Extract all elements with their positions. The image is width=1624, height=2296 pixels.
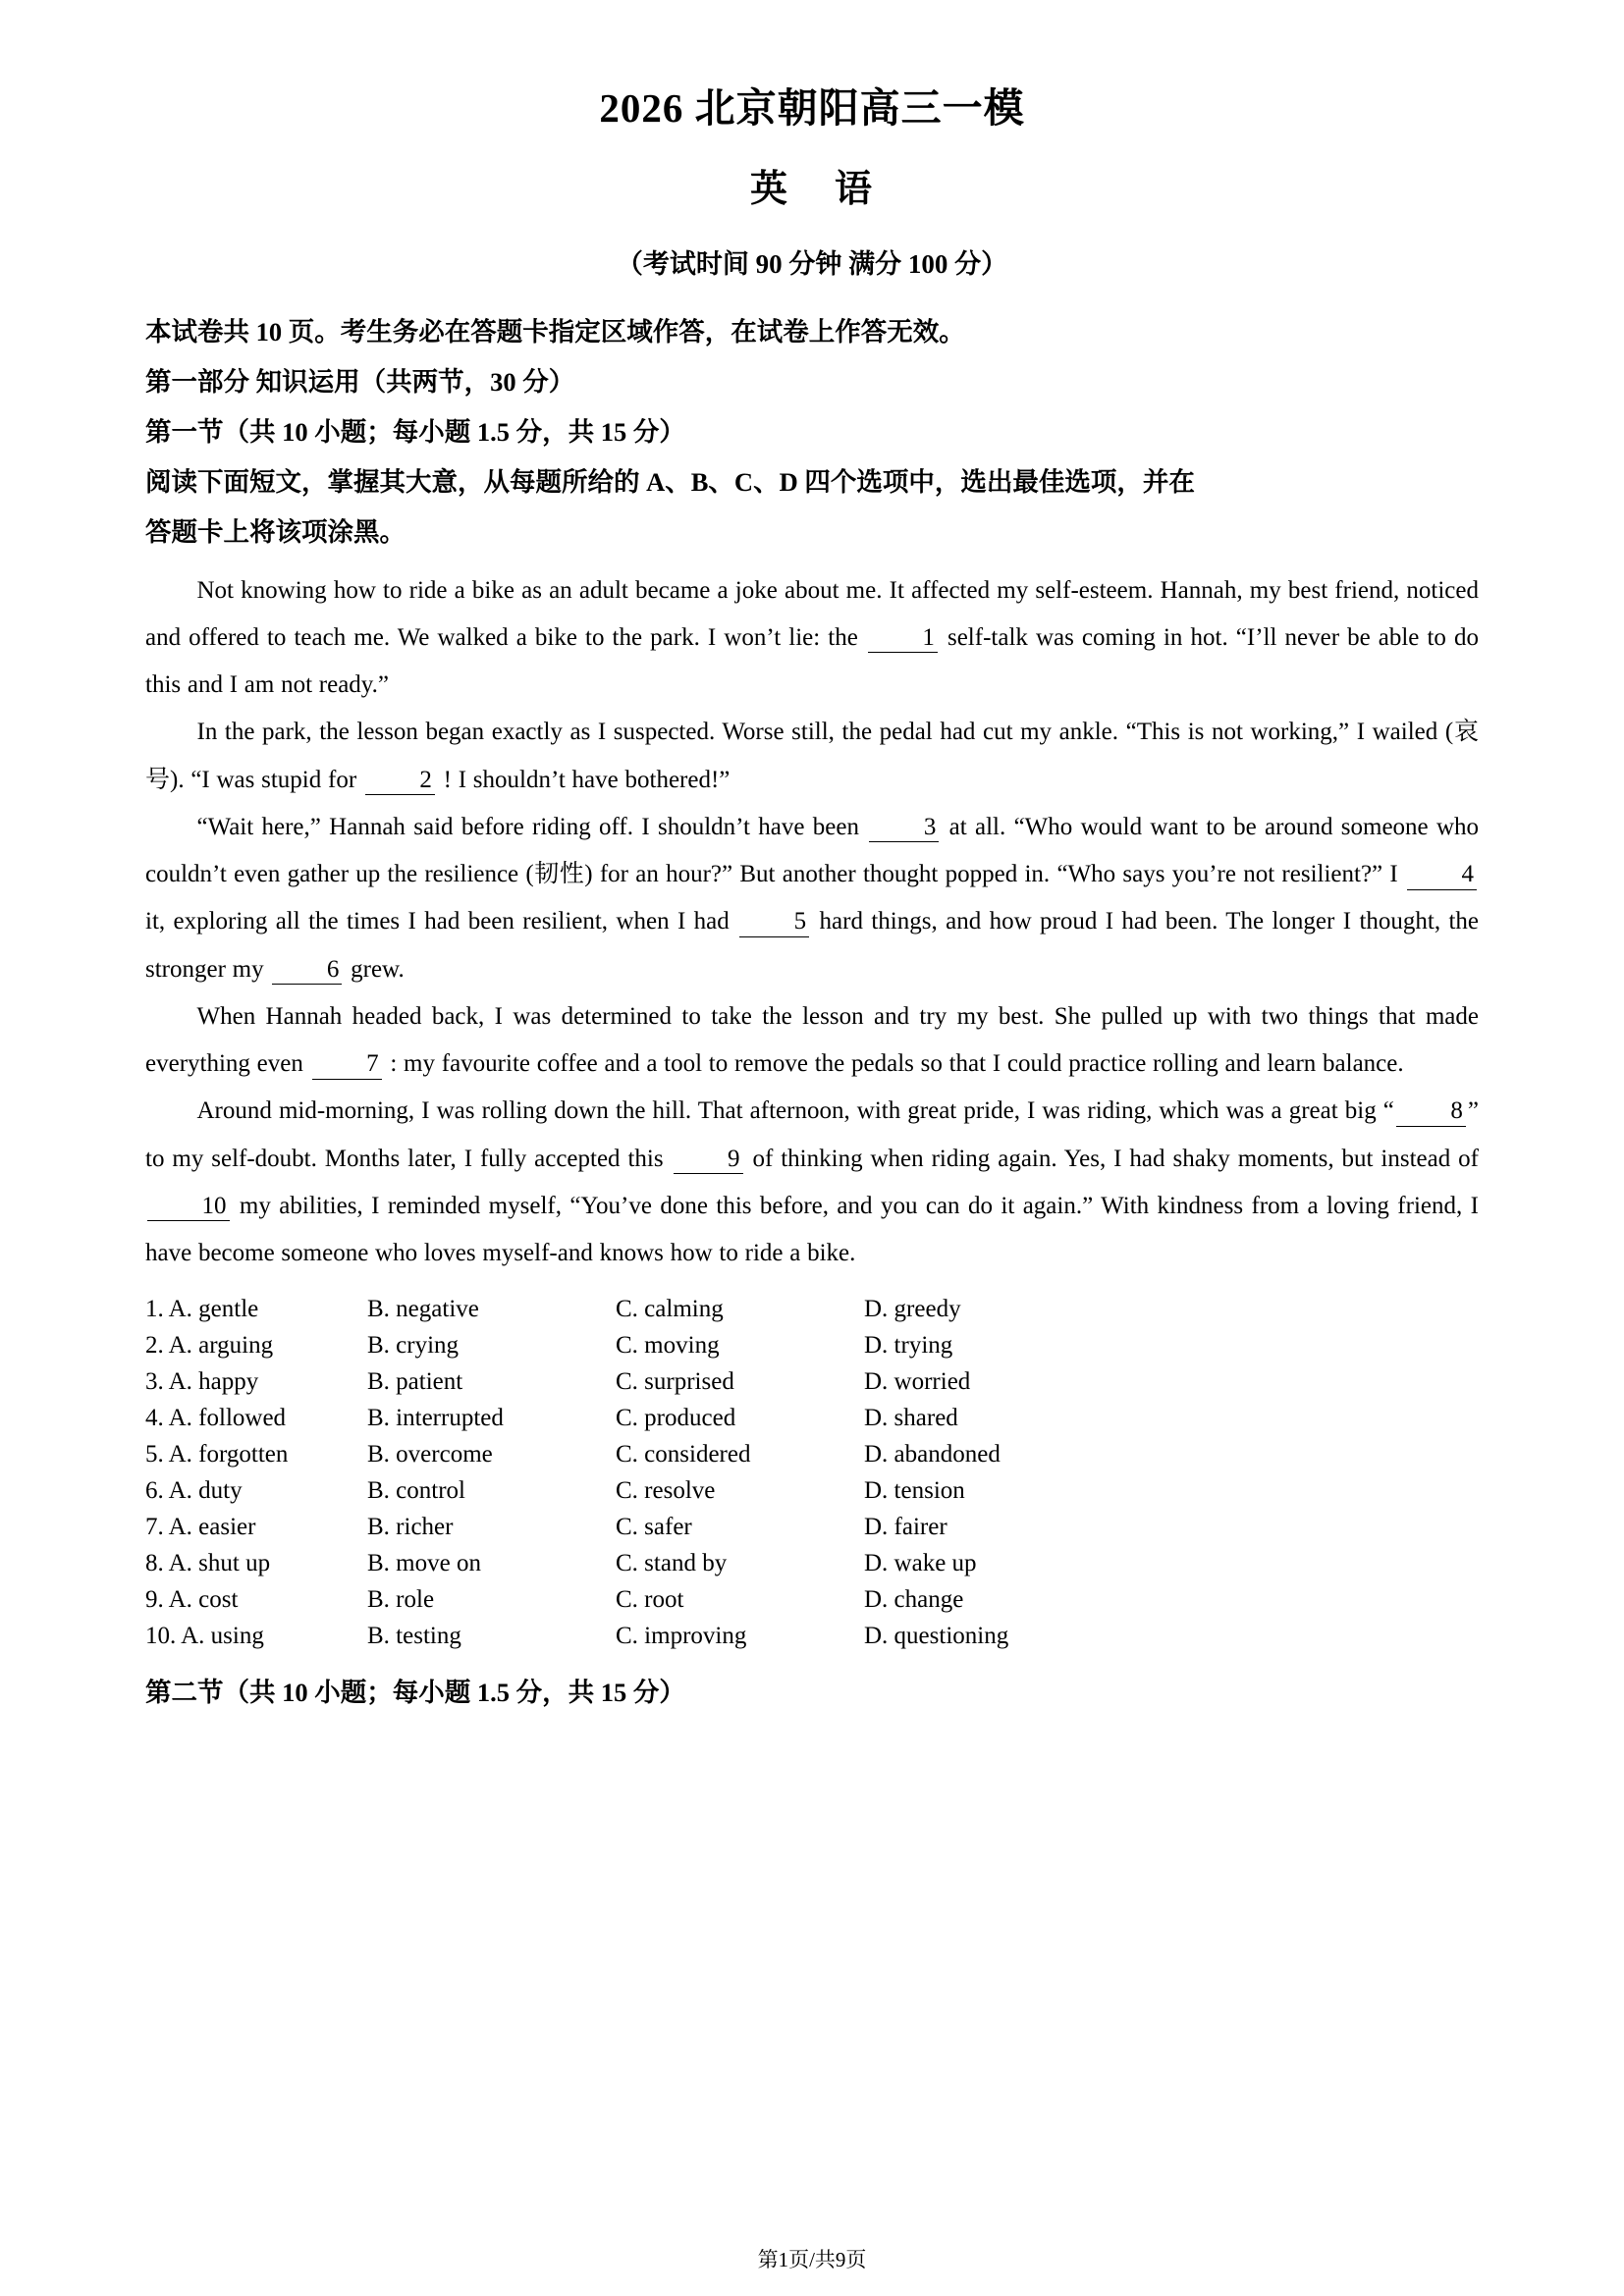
subject-char-2: 语: [835, 169, 875, 211]
option-b[interactable]: B. testing: [367, 1622, 461, 1649]
option-d[interactable]: D. tension: [864, 1476, 965, 1504]
option-c[interactable]: C. improving: [616, 1622, 747, 1649]
blank-5: 5: [739, 908, 809, 937]
p4-text-b: : my favourite coffee and a tool to remove the pedals so that I could practice rolling and learn balance.: [390, 1050, 1404, 1078]
question-number: 1.: [145, 1295, 164, 1322]
blank-8: 8: [1396, 1097, 1466, 1127]
directions-line-2: 答题卡上将该项涂黑。: [145, 516, 406, 547]
question-row: [145, 1363, 1479, 1400]
p5-text-a: Around mid-morning, I was rolling down the hill. That afternoon, with great pride, I was riding, which was a great big “: [196, 1097, 1394, 1125]
option-a-label: A. forgotten: [168, 1440, 289, 1468]
question-row: [145, 1291, 1479, 1327]
option-a[interactable]: [145, 1329, 367, 1362]
page-footer: 第1页/共9页: [757, 2248, 867, 2271]
question-number: 2.: [145, 1331, 164, 1359]
p2-text-a: In the park, the lesson began exactly as I suspected. Worse still, the pedal had cut my ankle. “This is not working,” I wailed (哀号). “I was stupid for: [145, 719, 1479, 793]
p5-text-d: my abilities, I reminded myself, “You’ve done this before, and you can do it again.” With kindness from a loving friend, I have become someone who loves myself-and knows how to ride a bike.: [145, 1192, 1479, 1267]
option-b[interactable]: B. crying: [367, 1331, 460, 1359]
option-a[interactable]: [145, 1547, 367, 1580]
subject-char-1: 英: [749, 169, 789, 211]
passage-paragraph-1: [145, 567, 1479, 710]
option-b[interactable]: B. negative: [367, 1295, 479, 1322]
question-number: 9.: [145, 1585, 164, 1613]
option-a[interactable]: [145, 1293, 367, 1326]
part-one-heading: 第一部分 知识运用（共两节，30 分）: [145, 367, 575, 398]
question-number: 3.: [145, 1367, 164, 1395]
option-a-label: A. easier: [168, 1513, 256, 1540]
p1-text-a: Not knowing how to ride a bike as an adult became a joke about me. It affected my self-esteem. Hannah, my best friend, noticed and offered to teach me. We walked a bike to the park. I won’t lie: the: [145, 576, 1479, 651]
option-d[interactable]: D. abandoned: [864, 1440, 1001, 1468]
option-b[interactable]: B. overcome: [367, 1440, 493, 1468]
question-row: [145, 1581, 1479, 1618]
question-number: 8.: [145, 1549, 164, 1576]
option-a-label: A. happy: [168, 1367, 259, 1395]
blank-6: 6: [272, 956, 342, 986]
p3-text-e: grew.: [351, 955, 405, 983]
question-number: 6.: [145, 1476, 164, 1504]
exam-info: （考试时间 90 分钟 满分 100 分）: [616, 248, 1008, 279]
option-d[interactable]: D. shared: [864, 1404, 958, 1431]
option-a[interactable]: [145, 1438, 367, 1471]
cloze-passage: [145, 558, 1479, 1278]
option-a[interactable]: [145, 1620, 367, 1653]
passage-paragraph-5: [145, 1088, 1479, 1277]
page-title: 2026 北京朝阳高三一模: [599, 85, 1025, 131]
option-c[interactable]: C. resolve: [616, 1476, 716, 1504]
subject-title: [145, 133, 1479, 213]
option-a-label: A. shut up: [168, 1549, 271, 1576]
option-b[interactable]: B. control: [367, 1476, 465, 1504]
option-c[interactable]: C. calming: [616, 1295, 724, 1322]
p5-text-b: ” to my self-doubt. Months later, I fully accepted this: [145, 1097, 1479, 1172]
blank-2: 2: [365, 767, 435, 796]
passage-paragraph-2: [145, 709, 1479, 804]
blank-4: 4: [1407, 861, 1477, 890]
question-number: 5.: [145, 1440, 164, 1468]
blank-10: 10: [147, 1193, 230, 1222]
option-d[interactable]: D. worried: [864, 1367, 971, 1395]
p1-text-b: self-talk was coming in hot. “I’ll never be able to do this and I am not ready.”: [145, 623, 1479, 699]
option-a-label: A. followed: [168, 1404, 287, 1431]
p5-text-c: of thinking when riding again. Yes, I had shaky moments, but instead of: [752, 1145, 1480, 1172]
option-d[interactable]: D. change: [864, 1585, 964, 1613]
option-a[interactable]: [145, 1583, 367, 1617]
option-d[interactable]: D. greedy: [864, 1295, 961, 1322]
directions-line-1: 阅读下面短文，掌握其大意，从每题所给的 A、B、C、D 四个选项中，选出最佳选项，并在: [145, 466, 1195, 497]
p3-text-c: it, exploring all the times I had been resilient, when I had: [145, 908, 730, 935]
passage-paragraph-3: [145, 804, 1479, 993]
question-number: 4.: [145, 1404, 164, 1431]
p3-text-a: “Wait here,” Hannah said before riding off. I shouldn’t have been: [196, 813, 859, 840]
option-a-label: A. gentle: [168, 1295, 259, 1322]
section-one-heading: 第一节（共 10 小题；每小题 1.5 分，共 15 分）: [145, 416, 685, 447]
option-c[interactable]: C. moving: [616, 1331, 720, 1359]
option-a[interactable]: [145, 1511, 367, 1544]
option-d[interactable]: D. trying: [864, 1331, 953, 1359]
p2-text-b: ! I shouldn’t have bothered!”: [443, 766, 731, 793]
section-one-directions: [145, 457, 1479, 558]
option-a[interactable]: [145, 1474, 367, 1508]
answer-options-list: [145, 1277, 1479, 1654]
option-a-label: A. using: [181, 1622, 264, 1649]
option-b[interactable]: B. patient: [367, 1367, 463, 1395]
question-row: [145, 1400, 1479, 1436]
question-number: 10.: [145, 1622, 177, 1649]
option-a[interactable]: [145, 1365, 367, 1399]
option-b[interactable]: B. richer: [367, 1513, 454, 1540]
option-d[interactable]: D. wake up: [864, 1549, 977, 1576]
question-number: 7.: [145, 1513, 164, 1540]
option-c[interactable]: C. produced: [616, 1404, 736, 1431]
option-b[interactable]: B. move on: [367, 1549, 481, 1576]
blank-3: 3: [869, 814, 939, 843]
p3-text-b: at all. “Who would want to be around someone who couldn’t even gather up the resilience (韧性) for an hour?” But another thought popped in. “Who says you’re not resilient?” I: [145, 813, 1480, 888]
p4-text-a: When Hannah headed back, I was determined to take the lesson and try my best. She pulled up with two things that made everything even: [145, 1002, 1479, 1078]
p3-text-d: hard things, and how proud I had been. The longer I thought, the stronger my: [145, 908, 1479, 983]
option-d[interactable]: D. fairer: [864, 1513, 947, 1540]
option-a-label: A. cost: [168, 1585, 239, 1613]
section-two-heading: 第二节（共 10 小题；每小题 1.5 分，共 15 分）: [145, 1678, 685, 1708]
option-c[interactable]: C. stand by: [616, 1549, 728, 1576]
question-row: [145, 1545, 1479, 1581]
question-row: [145, 1618, 1479, 1654]
blank-9: 9: [674, 1146, 743, 1175]
option-b[interactable]: B. role: [367, 1585, 435, 1613]
question-row: [145, 1327, 1479, 1363]
option-c[interactable]: C. considered: [616, 1440, 751, 1468]
option-d[interactable]: D. questioning: [864, 1622, 1009, 1649]
passage-paragraph-4: [145, 993, 1479, 1089]
blank-7: 7: [312, 1050, 382, 1080]
option-a-label: A. arguing: [168, 1331, 274, 1359]
exam-notice: 本试卷共 10 页。考生务必在答题卡指定区域作答，在试卷上作答无效。: [145, 317, 965, 347]
option-a[interactable]: [145, 1402, 367, 1435]
question-row: [145, 1509, 1479, 1545]
option-b[interactable]: B. interrupted: [367, 1404, 504, 1431]
option-c[interactable]: C. root: [616, 1585, 684, 1613]
question-row: [145, 1472, 1479, 1509]
question-row: [145, 1436, 1479, 1472]
option-a-label: A. duty: [168, 1476, 243, 1504]
blank-1: 1: [868, 624, 938, 654]
option-c[interactable]: C. surprised: [616, 1367, 734, 1395]
option-c[interactable]: C. safer: [616, 1513, 692, 1540]
